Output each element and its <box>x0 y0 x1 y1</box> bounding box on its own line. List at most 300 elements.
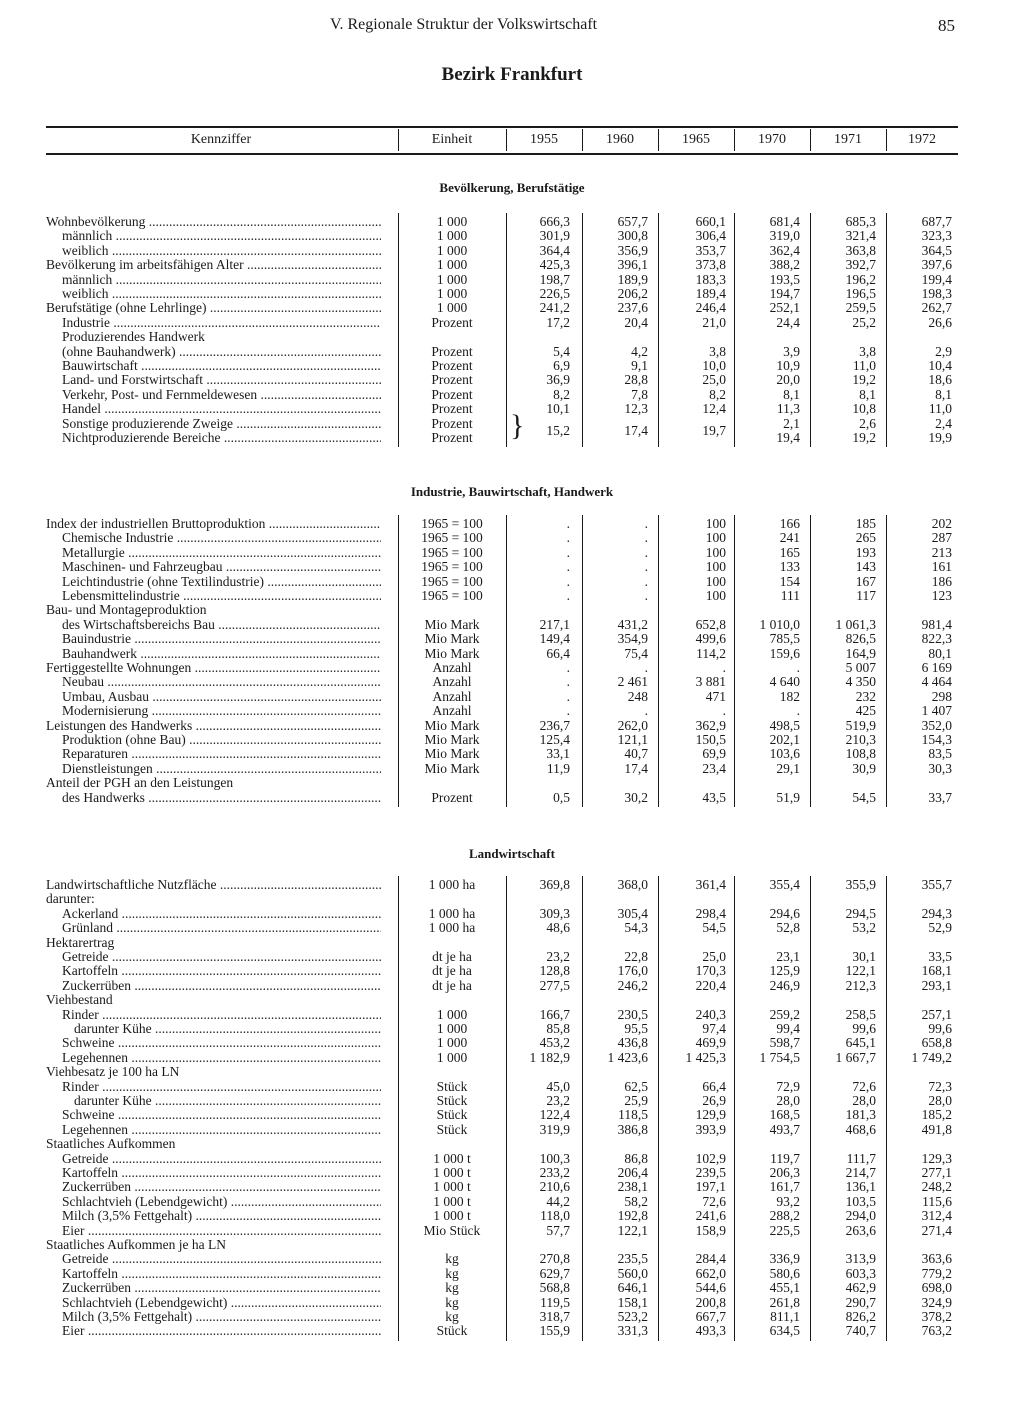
section-title: Industrie, Bauwirtschaft, Handwerk <box>410 484 614 499</box>
cell-value: 666,3 <box>539 214 570 229</box>
cell-value: 212,3 <box>845 977 876 993</box>
merged-cell-value: 15,2 <box>546 422 570 438</box>
cell-value: 662,0 <box>695 1265 726 1281</box>
column-separator <box>886 129 887 151</box>
row-unit: 1 000 <box>436 1035 468 1051</box>
cell-value: 298 <box>931 688 952 704</box>
table-row <box>0 1180 1024 1194</box>
cell-value: 200,8 <box>695 1294 726 1310</box>
cell-value: 277,5 <box>539 977 570 993</box>
cell-value: . <box>644 516 648 531</box>
cell-value: . <box>644 573 648 589</box>
cell-value: 52,9 <box>928 920 952 936</box>
cell-value: 99,6 <box>928 1021 952 1036</box>
cell-value: 493,3 <box>695 1323 726 1339</box>
table-row <box>0 661 1024 675</box>
cell-value: 425 <box>855 703 876 719</box>
table-row <box>0 1195 1024 1209</box>
cell-value: 166,7 <box>539 1006 570 1022</box>
cell-value: 24,4 <box>776 314 800 330</box>
cell-value: 51,9 <box>776 789 800 805</box>
cell-value: 158,1 <box>617 1294 648 1310</box>
cell-value: 6 169 <box>921 660 952 675</box>
cell-value: 72,6 <box>702 1193 726 1209</box>
cell-value: 28,0 <box>776 1093 800 1108</box>
cell-value: 202,1 <box>769 732 800 747</box>
cell-value: 136,1 <box>845 1179 876 1195</box>
cell-value: 53,2 <box>852 920 876 936</box>
cell-value: 239,5 <box>695 1165 726 1180</box>
cell-value: 3,9 <box>783 343 800 359</box>
cell-value: 217,1 <box>539 616 570 632</box>
cell-value: 20,4 <box>624 314 648 330</box>
row-label: Hektarertrag <box>46 935 115 950</box>
cell-value: 69,9 <box>702 746 726 762</box>
cell-value: 1 749,2 <box>911 1049 952 1065</box>
cell-value: 8,1 <box>783 386 800 402</box>
cell-value: 262,7 <box>921 300 952 316</box>
row-unit: Prozent <box>431 314 473 330</box>
table-row <box>0 1051 1024 1065</box>
row-label: Grünland ..... <box>62 921 381 935</box>
cell-value: . <box>644 588 648 603</box>
cell-value: 19,2 <box>852 430 876 445</box>
cell-value: 319,0 <box>769 228 800 244</box>
table-row <box>0 373 1024 387</box>
cell-value: 30,1 <box>852 949 876 964</box>
cell-value: 129,3 <box>921 1150 952 1166</box>
cell-value: 198,3 <box>921 286 952 301</box>
cell-value: 290,7 <box>845 1294 876 1310</box>
cell-value: 75,4 <box>624 645 648 661</box>
cell-value: 154 <box>779 573 800 589</box>
table-row <box>0 690 1024 704</box>
cell-value: 118,0 <box>540 1208 570 1224</box>
cell-value: 8,1 <box>935 386 952 402</box>
cell-value: 122,1 <box>845 963 876 979</box>
table-row <box>0 1022 1024 1036</box>
cell-value: 779,2 <box>921 1265 952 1281</box>
table-row <box>0 892 1024 906</box>
row-label: Bevölkerung im arbeitsfähigen Alter ..... <box>46 258 381 272</box>
column-separator <box>658 876 659 1341</box>
cell-value: 248 <box>627 688 648 704</box>
cell-value: . <box>644 530 648 546</box>
row-label: Fertiggestellte Wohnungen ..... <box>46 661 381 675</box>
cell-value: 362,4 <box>769 242 800 258</box>
cell-value: 826,2 <box>845 1309 876 1324</box>
cell-value: 462,9 <box>845 1280 876 1296</box>
row-label: Metallurgie ..... <box>62 546 381 560</box>
cell-value: 1 010,0 <box>759 616 800 632</box>
cell-value: 634,5 <box>769 1323 800 1339</box>
cell-value: 660,1 <box>695 214 726 229</box>
cell-value: 598,7 <box>769 1035 800 1051</box>
row-label: Zuckerrüben ..... <box>62 1180 381 1194</box>
row-label: des Handwerks ..... <box>62 791 381 805</box>
cell-value: 681,4 <box>769 214 800 229</box>
cell-value: 100 <box>705 530 726 546</box>
cell-value: 652,8 <box>695 616 726 632</box>
cell-value: . <box>566 688 570 704</box>
row-unit: dt je ha <box>432 977 472 993</box>
table-row <box>0 719 1024 733</box>
row-label: Index der industriellen Bruttoproduktion ..... <box>46 517 381 531</box>
cell-value: 25,0 <box>702 949 726 964</box>
cell-value: 312,4 <box>921 1208 952 1224</box>
table-row <box>0 993 1024 1007</box>
row-unit: 1 000 <box>436 271 468 287</box>
cell-value: 8,2 <box>709 386 726 402</box>
cell-value: 1 407 <box>921 703 952 719</box>
cell-value: 66,4 <box>546 645 570 661</box>
row-unit: kg <box>445 1294 459 1310</box>
cell-value: 196,5 <box>845 286 876 301</box>
column-separator <box>734 876 735 1341</box>
table-row <box>0 1036 1024 1050</box>
column-separator <box>810 129 811 151</box>
cell-value: 1 425,3 <box>685 1049 726 1065</box>
cell-value: . <box>722 703 726 719</box>
cell-value: 685,3 <box>845 214 876 229</box>
column-separator <box>886 876 887 1341</box>
cell-value: . <box>644 559 648 575</box>
cell-value: 165 <box>779 544 800 560</box>
table-row <box>0 762 1024 776</box>
row-label: Zuckerrüben ..... <box>62 979 381 993</box>
row-unit: 1 000 <box>436 1049 468 1065</box>
cell-value: 57,7 <box>546 1222 570 1238</box>
cell-value: 28,0 <box>852 1093 876 1108</box>
table-row <box>0 1137 1024 1151</box>
table-row <box>0 1065 1024 1079</box>
cell-value: 491,8 <box>921 1121 952 1137</box>
cell-value: 355,9 <box>845 877 876 892</box>
cell-value: 519,9 <box>845 717 876 733</box>
cell-value: 1 182,9 <box>529 1049 570 1065</box>
cell-value: 168,1 <box>921 963 952 979</box>
row-label: Umbau, Ausbau ..... <box>62 690 381 704</box>
row-unit: Stück <box>436 1323 468 1339</box>
cell-value: 301,9 <box>539 228 570 244</box>
row-label: (ohne Bauhandwerk) ..... <box>62 345 381 359</box>
cell-value: 305,4 <box>617 905 648 921</box>
cell-value: 7,8 <box>631 386 648 402</box>
column-header-year: 1960 <box>606 132 634 147</box>
cell-value: 294,5 <box>845 905 876 921</box>
row-label: Bau- und Montageproduktion <box>46 603 207 618</box>
table-row <box>0 575 1024 589</box>
cell-value: 2,6 <box>859 415 876 431</box>
cell-value: 115,6 <box>922 1193 952 1209</box>
cell-value: 83,5 <box>928 746 952 762</box>
row-unit: kg <box>445 1265 459 1281</box>
cell-value: 66,4 <box>702 1078 726 1094</box>
cell-value: 271,4 <box>921 1222 952 1238</box>
row-label: Viehbesatz je 100 ha LN <box>46 1065 180 1080</box>
cell-value: 657,7 <box>617 214 648 229</box>
cell-value: . <box>796 660 800 675</box>
cell-value: . <box>566 516 570 531</box>
cell-value: 270,8 <box>539 1251 570 1267</box>
row-label: Ackerland ..... <box>62 907 381 921</box>
cell-value: 294,6 <box>769 905 800 921</box>
row-label: Reparaturen ..... <box>62 747 381 761</box>
column-header-year: 1970 <box>758 132 786 147</box>
row-unit: 1965 = 100 <box>421 588 483 603</box>
table-row <box>0 345 1024 359</box>
row-label: Dienstleistungen ..... <box>62 762 381 776</box>
cell-value: 2 461 <box>617 674 648 690</box>
row-label: Rinder ..... <box>62 1008 381 1022</box>
row-label: darunter: <box>46 892 95 907</box>
table-row <box>0 704 1024 718</box>
table-row <box>0 1094 1024 1108</box>
cell-value: 263,6 <box>845 1222 876 1238</box>
row-unit: Mio Mark <box>424 746 480 762</box>
table-row <box>0 1310 1024 1324</box>
cell-value: 1 423,6 <box>607 1049 648 1065</box>
row-unit: Mio Stück <box>423 1222 481 1238</box>
cell-value: 72,6 <box>852 1078 876 1094</box>
row-label: Kartoffeln ..... <box>62 1166 381 1180</box>
cell-value: 189,4 <box>695 286 726 301</box>
cell-value: 72,3 <box>928 1078 952 1094</box>
cell-value: 97,4 <box>702 1021 726 1036</box>
row-unit: 1 000 <box>436 1021 468 1036</box>
cell-value: 318,7 <box>539 1309 570 1324</box>
row-label: darunter Kühe ..... <box>74 1094 381 1108</box>
cell-value: 114,2 <box>696 645 726 661</box>
table-row <box>0 1080 1024 1094</box>
table-row <box>0 647 1024 661</box>
cell-value: 313,9 <box>845 1251 876 1267</box>
cell-value: 12,3 <box>624 401 648 417</box>
row-unit: 1 000 <box>436 300 468 316</box>
cell-value: 392,7 <box>845 257 876 273</box>
cell-value: 241,2 <box>539 300 570 316</box>
cell-value: . <box>566 573 570 589</box>
table-row <box>0 979 1024 993</box>
cell-value: 658,8 <box>921 1035 952 1051</box>
cell-value: 5 007 <box>845 660 876 675</box>
cell-value: 8,1 <box>859 386 876 402</box>
table-row <box>0 1296 1024 1310</box>
row-unit: Prozent <box>431 358 473 373</box>
row-unit: Anzahl <box>432 674 472 690</box>
row-unit: 1 000 ha <box>428 920 476 936</box>
cell-value: 455,1 <box>769 1280 800 1296</box>
cell-value: 119,5 <box>540 1294 570 1310</box>
row-label: Land- und Forstwirtschaft ..... <box>62 373 381 387</box>
column-separator <box>506 129 507 151</box>
cell-value: 102,9 <box>695 1150 726 1166</box>
cell-value: 378,2 <box>921 1309 952 1324</box>
table-row <box>0 1324 1024 1338</box>
cell-value: 10,0 <box>702 358 726 373</box>
row-unit: kg <box>445 1251 459 1267</box>
row-unit: Mio Mark <box>424 645 480 661</box>
cell-value: 54,5 <box>852 789 876 805</box>
row-unit: Prozent <box>431 372 473 388</box>
cell-value: 431,2 <box>617 616 648 632</box>
cell-value: 100 <box>705 573 726 589</box>
row-unit: 1 000 <box>436 214 468 229</box>
column-separator <box>810 876 811 1341</box>
cell-value: 100 <box>705 588 726 603</box>
table-row <box>0 1008 1024 1022</box>
row-unit: 1 000 <box>436 242 468 258</box>
cell-value: 93,2 <box>776 1193 800 1209</box>
cell-value: 298,4 <box>695 905 726 921</box>
cell-value: 159,6 <box>769 645 800 661</box>
cell-value: 248,2 <box>921 1179 952 1195</box>
row-unit: 1 000 <box>436 286 468 301</box>
row-unit: Mio Mark <box>424 616 480 632</box>
brace-icon: } <box>510 408 525 442</box>
cell-value: 125,4 <box>539 732 570 747</box>
cell-value: 10,8 <box>852 401 876 417</box>
cell-value: 143 <box>855 559 876 575</box>
row-label: Sonstige produzierende Zweige ..... <box>62 417 381 431</box>
table-row <box>0 964 1024 978</box>
table-row <box>0 733 1024 747</box>
row-unit: Prozent <box>431 343 473 359</box>
cell-value: 300,8 <box>617 228 648 244</box>
table-row <box>0 1267 1024 1281</box>
cell-value: 54,5 <box>702 920 726 936</box>
column-separator <box>658 129 659 151</box>
table-row <box>0 531 1024 545</box>
cell-value: 21,0 <box>702 314 726 330</box>
cell-value: 166 <box>779 516 800 531</box>
table-row <box>0 1152 1024 1166</box>
cell-value: 1 667,7 <box>835 1049 876 1065</box>
cell-value: 25,9 <box>624 1093 648 1108</box>
row-unit: 1 000 t <box>433 1179 471 1195</box>
row-unit: 1965 = 100 <box>421 559 483 575</box>
cell-value: 822,3 <box>921 631 952 647</box>
row-unit: 1 000 t <box>433 1150 471 1166</box>
cell-value: 86,8 <box>624 1150 648 1166</box>
table-row <box>0 258 1024 272</box>
cell-value: 319,9 <box>539 1121 570 1137</box>
cell-value: 3,8 <box>709 343 726 359</box>
cell-value: 468,6 <box>845 1121 876 1137</box>
table-row <box>0 273 1024 287</box>
cell-value: 26,9 <box>702 1093 726 1108</box>
column-header-year: 1971 <box>834 132 862 147</box>
column-header-year: 1972 <box>908 132 936 147</box>
cell-value: 19,9 <box>928 430 952 445</box>
table-row <box>0 388 1024 402</box>
column-header-label: Kennziffer <box>190 132 252 147</box>
cell-value: 225,5 <box>769 1222 800 1238</box>
row-label: Legehennen ..... <box>62 1051 381 1065</box>
row-label: Lebensmittelindustrie ..... <box>62 589 381 603</box>
row-label: Schlachtvieh (Lebendgewicht) ..... <box>62 1195 381 1209</box>
cell-value: 17,2 <box>546 314 570 330</box>
table-row <box>0 1108 1024 1122</box>
cell-value: 43,5 <box>702 789 726 805</box>
cell-value: 29,1 <box>776 760 800 776</box>
row-unit: Mio Mark <box>424 732 480 747</box>
cell-value: 11,0 <box>928 401 952 417</box>
column-separator <box>582 515 583 807</box>
cell-value: 202 <box>931 516 952 531</box>
cell-value: 30,3 <box>928 760 952 776</box>
cell-value: . <box>566 703 570 719</box>
cell-value: 11,0 <box>852 358 876 373</box>
column-separator <box>886 515 887 807</box>
cell-value: 6,9 <box>553 358 570 373</box>
row-label: Modernisierung ..... <box>62 704 381 718</box>
cell-value: 453,2 <box>539 1035 570 1051</box>
row-label: Industrie ..... <box>62 316 381 330</box>
row-label: Schlachtvieh (Lebendgewicht) ..... <box>62 1296 381 1310</box>
column-separator <box>582 876 583 1341</box>
row-label: Handel ..... <box>62 402 381 416</box>
cell-value: 214,7 <box>845 1165 876 1180</box>
cell-value: 125,9 <box>769 963 800 979</box>
table-row <box>0 316 1024 330</box>
row-unit: Prozent <box>431 415 473 431</box>
table-top-rule <box>46 126 958 128</box>
column-separator <box>506 876 507 1341</box>
table-row <box>0 560 1024 574</box>
row-unit: Prozent <box>431 401 473 417</box>
cell-value: 321,4 <box>845 228 876 244</box>
cell-value: 277,1 <box>921 1165 952 1180</box>
cell-value: 164,9 <box>845 645 876 661</box>
cell-value: 33,5 <box>928 949 952 964</box>
cell-value: 646,1 <box>617 1280 648 1296</box>
cell-value: 45,0 <box>546 1078 570 1094</box>
cell-value: 363,6 <box>921 1251 952 1267</box>
table-row <box>0 215 1024 229</box>
cell-value: 259,5 <box>845 300 876 316</box>
row-unit: 1965 = 100 <box>421 544 483 560</box>
cell-value: 17,4 <box>624 760 648 776</box>
row-label: Getreide ..... <box>62 950 381 964</box>
cell-value: 10,9 <box>776 358 800 373</box>
cell-value: 471 <box>705 688 726 704</box>
cell-value: 259,2 <box>769 1006 800 1022</box>
cell-value: 388,2 <box>769 257 800 273</box>
cell-value: 54,3 <box>624 920 648 936</box>
cell-value: 161,7 <box>769 1179 800 1195</box>
table-row <box>0 776 1024 790</box>
cell-value: . <box>566 544 570 560</box>
cell-value: 237,6 <box>617 300 648 316</box>
cell-value: 122,4 <box>539 1107 570 1123</box>
cell-value: 25,2 <box>852 314 876 330</box>
cell-value: . <box>566 530 570 546</box>
cell-value: 763,2 <box>921 1323 952 1339</box>
column-separator <box>398 129 399 151</box>
cell-value: 373,8 <box>695 257 726 273</box>
row-label: Rinder ..... <box>62 1080 381 1094</box>
cell-value: 232 <box>855 688 876 704</box>
cell-value: 236,7 <box>539 717 570 733</box>
cell-value: 155,9 <box>539 1323 570 1339</box>
column-separator <box>582 213 583 447</box>
cell-value: 258,5 <box>845 1006 876 1022</box>
cell-value: 100 <box>705 544 726 560</box>
column-separator <box>398 213 399 447</box>
cell-value: . <box>644 703 648 719</box>
cell-value: 294,0 <box>845 1208 876 1224</box>
